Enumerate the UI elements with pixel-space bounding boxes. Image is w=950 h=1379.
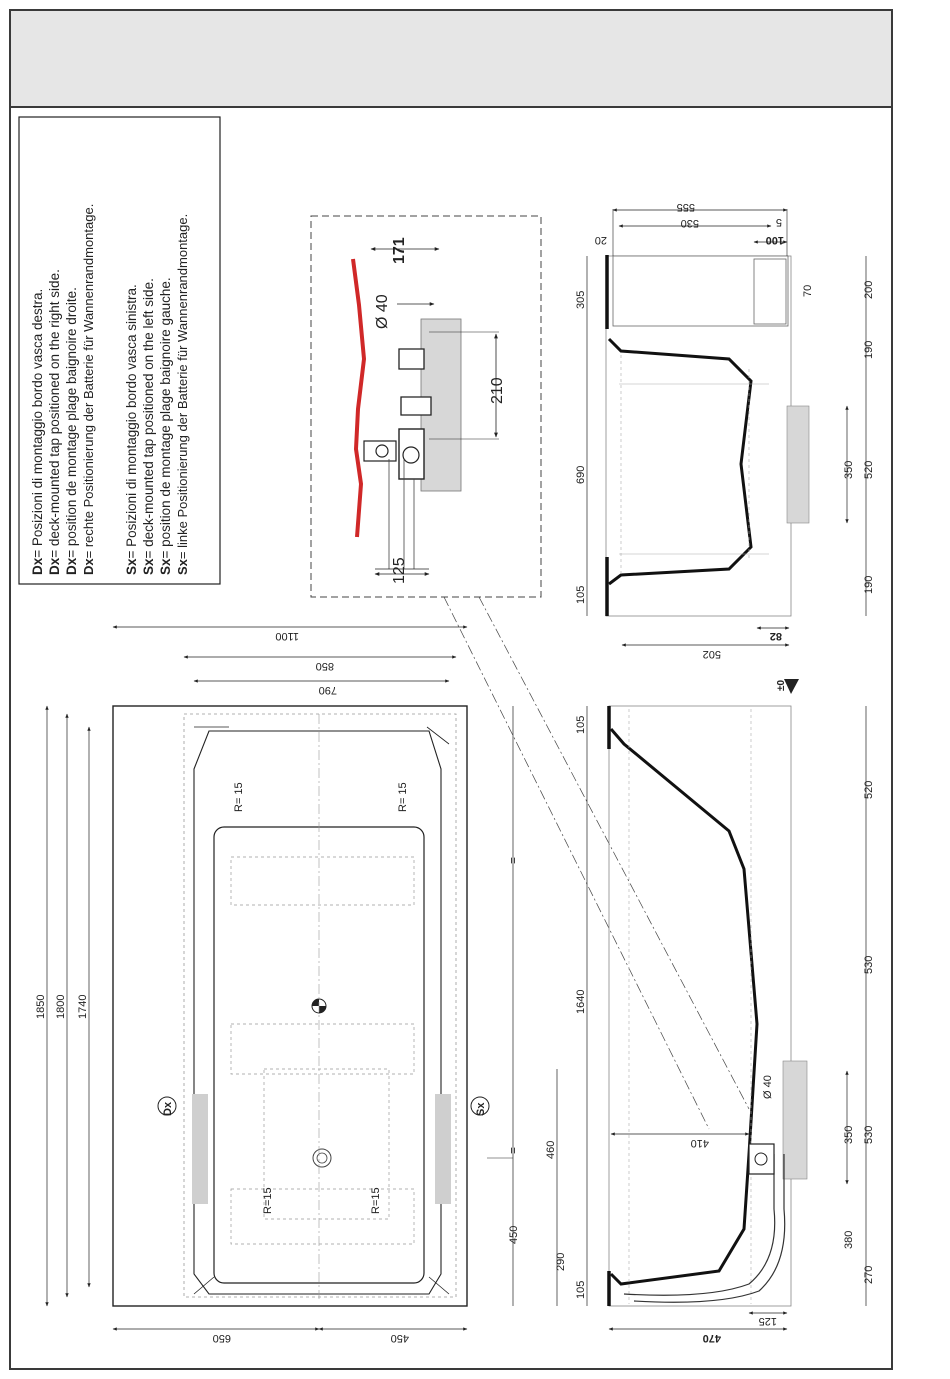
end-dim-502: 502 xyxy=(702,648,721,660)
plan-dim-1800: 1800 xyxy=(55,994,67,1019)
side-dim-380: 380 xyxy=(843,1230,855,1249)
end-dim-100: 100 xyxy=(765,234,784,246)
side-dim-460: 460 xyxy=(545,1140,557,1159)
side-dim-105: 105 xyxy=(575,1280,587,1299)
detail-dim-171: 171 xyxy=(391,237,408,264)
side-dim-530a: 530 xyxy=(863,955,875,974)
side-view xyxy=(545,679,875,1344)
legend-dx-line-3: Dx= position de montage plage baignoire droite. xyxy=(64,287,79,575)
badge-dx: Dx xyxy=(162,1101,174,1116)
side-dim-410: 410 xyxy=(690,1137,709,1149)
radius-3: R=15 xyxy=(262,1187,274,1214)
end-dim-305: 305 xyxy=(575,290,587,309)
legend-sx-line-1: Sx= Posizioni di montaggio bordo vasca sinistra. xyxy=(124,284,139,575)
plan-dim-450b: 450 xyxy=(508,1225,520,1244)
side-dim-125: 125 xyxy=(758,1315,777,1327)
detail-dim-125: 125 xyxy=(391,557,408,584)
end-dim-555: 555 xyxy=(676,201,695,213)
end-dim-350: 350 xyxy=(843,460,855,479)
side-dim-1640: 1640 xyxy=(575,989,587,1014)
plan-dim-790: 790 xyxy=(318,684,337,696)
end-dim-690: 690 xyxy=(575,465,587,484)
end-dim-530: 530 xyxy=(680,217,699,229)
end-dim-190b: 190 xyxy=(863,575,875,594)
side-dim-290: 290 xyxy=(555,1252,567,1271)
side-dim-520: 520 xyxy=(863,780,875,799)
end-dim-5: 5 xyxy=(775,216,782,228)
radius-2: R= 15 xyxy=(397,782,409,812)
end-dim-82: 82 xyxy=(769,630,782,642)
end-view xyxy=(575,201,875,660)
plan-dim-1850: 1850 xyxy=(35,994,47,1019)
legend-sx-line-4: Sx= linke Positionierung der Batterie für Wannenrandmontage. xyxy=(175,213,190,575)
legend-box xyxy=(19,117,220,584)
plan-dim-1100: 1100 xyxy=(275,630,299,642)
end-dim-105: 105 xyxy=(575,585,587,604)
side-dim-470: 470 xyxy=(702,1332,721,1344)
side-dim-530b: 530 xyxy=(863,1125,875,1144)
end-dim-70: 70 xyxy=(802,284,814,297)
side-dim-270: 270 xyxy=(863,1265,875,1284)
plan-dim-1740: 1740 xyxy=(77,994,89,1019)
radius-4: R=15 xyxy=(370,1187,382,1214)
end-dim-200: 200 xyxy=(863,280,875,299)
detail-dim-210: 210 xyxy=(489,377,506,404)
legend-sx-line-3: Sx= position de montage plage baignoire gauche. xyxy=(158,277,173,575)
plan-dim-850: 850 xyxy=(315,660,334,672)
plan-dim-450: 450 xyxy=(390,1332,409,1344)
plan-equal-1: = xyxy=(506,856,520,864)
side-level-mark: ±0 xyxy=(776,679,787,691)
side-dim-40: Ø 40 xyxy=(762,1075,774,1099)
end-dim-190a: 190 xyxy=(863,340,875,359)
legend-dx-line-4: Dx= rechte Positionierung der Batterie für Wannenrandmontage. xyxy=(81,203,96,575)
detail-dim-40: Ø 40 xyxy=(374,294,391,329)
technical-drawing xyxy=(9,9,893,1370)
legend-sx-line-2: Sx= deck-mounted tap positioned on the left side. xyxy=(141,278,156,575)
side-dim-105b: 105 xyxy=(575,715,587,734)
plan-view xyxy=(35,627,520,1344)
side-dim-350: 350 xyxy=(843,1125,855,1144)
plan-equal-2: = xyxy=(506,1146,520,1154)
radius-1: R= 15 xyxy=(233,782,245,812)
badge-sx: Sx xyxy=(475,1102,487,1116)
plan-dim-650: 650 xyxy=(212,1332,231,1344)
legend-dx-line-2: Dx= deck-mounted tap positioned on the right side. xyxy=(47,269,62,575)
detail-view xyxy=(311,216,541,597)
end-dim-520: 520 xyxy=(863,460,875,479)
end-dim-20: 20 xyxy=(594,234,607,246)
legend-dx-line-1: Dx= Posizioni di montaggio bordo vasca destra. xyxy=(30,288,45,575)
